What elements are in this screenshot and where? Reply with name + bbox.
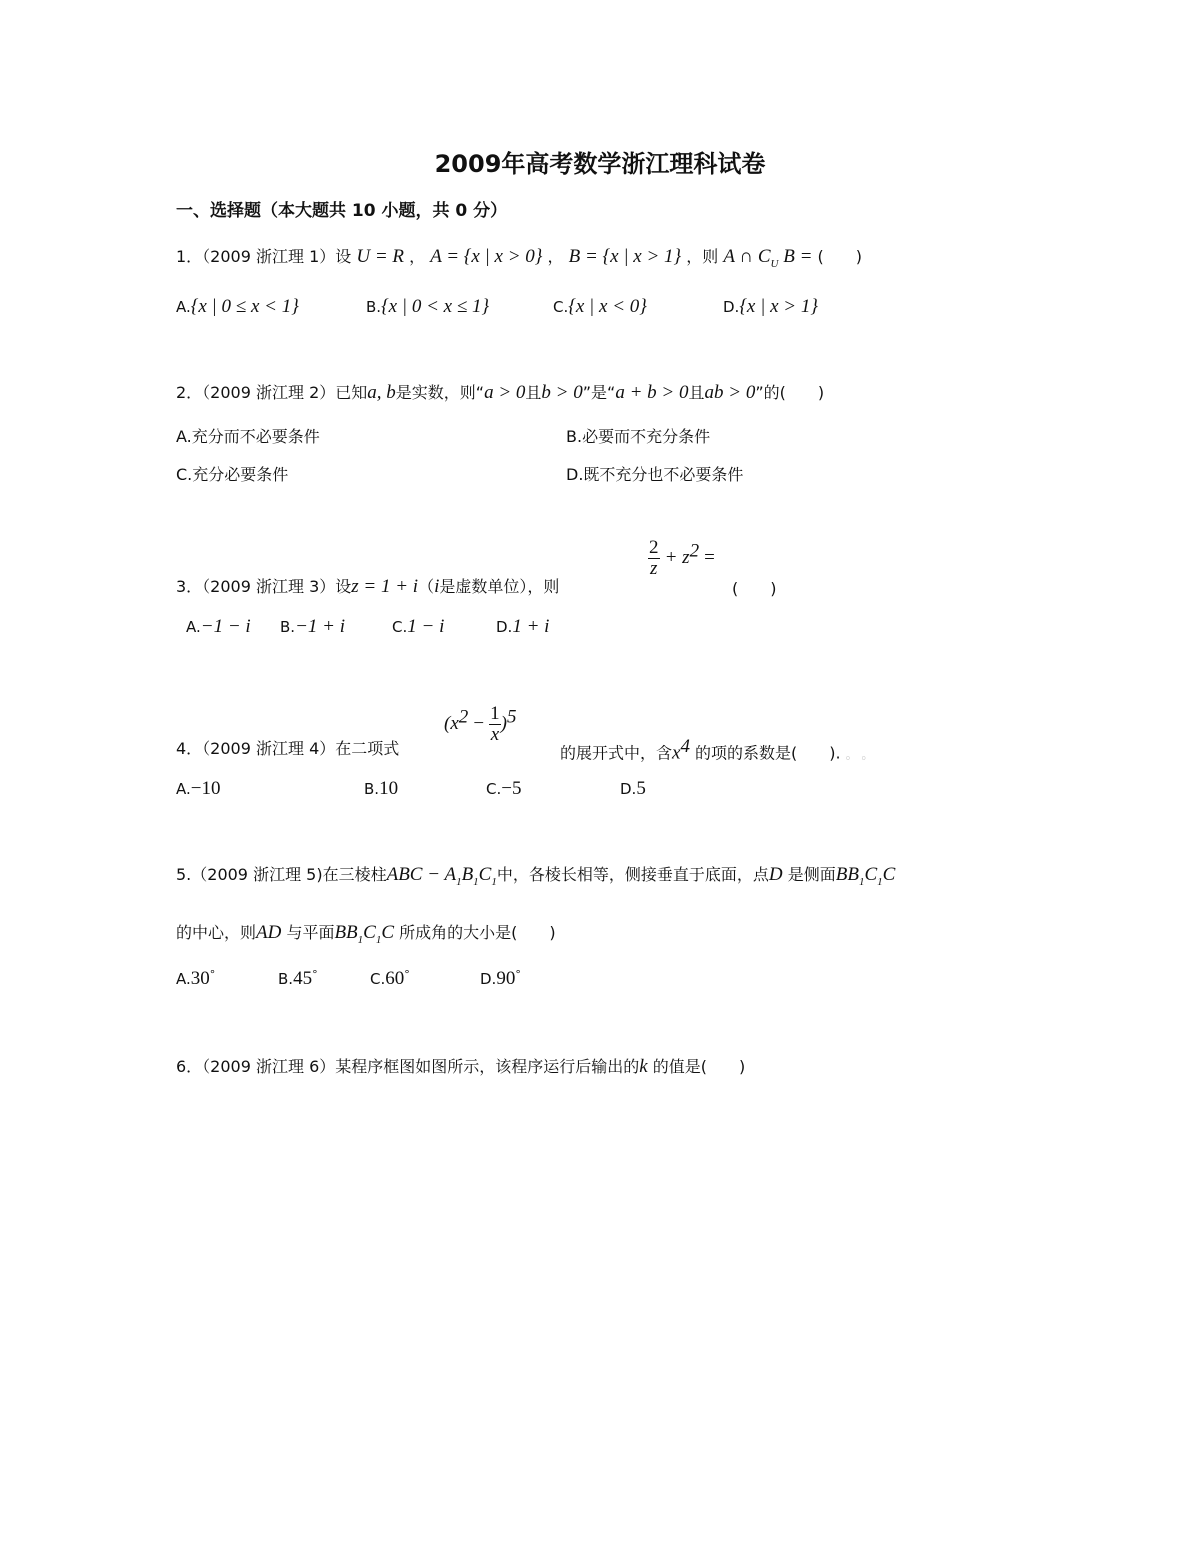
q1-u-set: U = R: [356, 246, 405, 267]
q1-option-b: B.{x | 0 < x ≤ 1}: [366, 296, 490, 317]
q5-prism: ABC − $A_1B_1C_1$: [386, 864, 497, 888]
question-1: [176, 244, 862, 270]
q3-option-d: D.1 + i: [496, 616, 550, 637]
q5-option-b: B.45°: [278, 968, 318, 989]
q1-mid: ，则: [686, 247, 719, 266]
q1-expr: A ∩ $C_U$ B =: [723, 246, 813, 270]
q2-option-d: D.既不充分也不必要条件: [566, 465, 744, 484]
q5-option-c: C.60°: [370, 968, 410, 989]
section-heading: 一、选择题（本大题共 10 小题，共 0 分）: [176, 201, 508, 221]
q1-comma-1: ，: [409, 247, 426, 266]
question-3: 3．（2009 浙江理 3）设z = 1 + i（i是虚数单位），则: [176, 576, 560, 597]
q4-rest: 的展开式中，含$x^4$ 的项的系数是( ). 。 。: [560, 736, 874, 764]
q3-option-b: B.−1 + i: [280, 616, 345, 637]
q2-cond-1: a > 0: [484, 382, 526, 403]
q2-cond-3: a + b > 0: [615, 382, 689, 403]
q3-option-c: C.1 − i: [392, 616, 445, 637]
q4-option-a: A.−10: [176, 778, 221, 799]
q3-option-a: A.−1 − i: [186, 616, 251, 637]
page-title: 2009年高考数学浙江理科试卷: [434, 150, 766, 178]
q3-paren: ( ): [732, 579, 777, 598]
q1-a-set: A = {x | x > 0}: [430, 246, 543, 267]
q1-comma-2: ，: [547, 247, 564, 266]
q1-prefix: 1．（2009 浙江理 1）设: [176, 247, 352, 266]
q2-cond-4: ab > 0: [704, 382, 756, 403]
q5-face: $BB_1C_1C$: [835, 864, 896, 888]
q1-option-d: D.{x | x > 1}: [723, 296, 818, 317]
q5-option-a: A.30°: [176, 968, 216, 989]
q3-expression: $\frac{2}{z}$ + $z^2$ =: [649, 537, 715, 579]
question-4: 4．（2009 浙江理 4）在二项式: [176, 739, 400, 758]
q5-face-2: $BB_1C_1C$: [334, 922, 395, 946]
q5-option-d: D.90°: [480, 968, 521, 989]
q1-paren: ( ): [817, 247, 863, 266]
question-5-line-2: 的中心，则AD 与平面$BB_1C_1C$ 所成角的大小是( ): [176, 922, 556, 946]
q4-option-d: D.5: [620, 778, 646, 799]
question-6: 6．（2009 浙江理 6）某程序框图如图所示，该程序运行后输出的k 的值是( ): [176, 1056, 746, 1077]
q4-binomial: ($x^2$ − $\frac{1}{x}$ )$^5$: [444, 703, 517, 745]
q4-option-b: B.10: [364, 778, 399, 799]
question-5: 5.（2009 浙江理 5)在三棱柱ABC − $A_1B_1C_1$中，各棱长相等，侧接垂直于底面，点D 是侧面$BB_1C_1C$: [176, 864, 896, 888]
q3-z: z = 1 + i: [351, 576, 419, 597]
q2-option-b: B.必要而不充分条件: [566, 427, 711, 446]
q4-option-c: C.−5: [486, 778, 522, 799]
q1-option-a: A.{x | 0 ≤ x < 1}: [176, 296, 299, 317]
q3-i: i: [434, 576, 440, 597]
q2-option-a: A.充分而不必要条件: [176, 427, 320, 446]
q2-ab: a, b: [367, 382, 396, 403]
q1-b-set: B = {x | x > 1}: [568, 246, 682, 267]
q2-option-c: C.充分必要条件: [176, 465, 289, 484]
q1-option-c: C.{x | x < 0}: [553, 296, 647, 317]
question-2: 2．（2009 浙江理 2）已知a, b是实数，则“a > 0且b > 0”是“a + b > 0且ab > 0”的( ): [176, 382, 825, 403]
q2-cond-2: b > 0: [541, 382, 583, 403]
